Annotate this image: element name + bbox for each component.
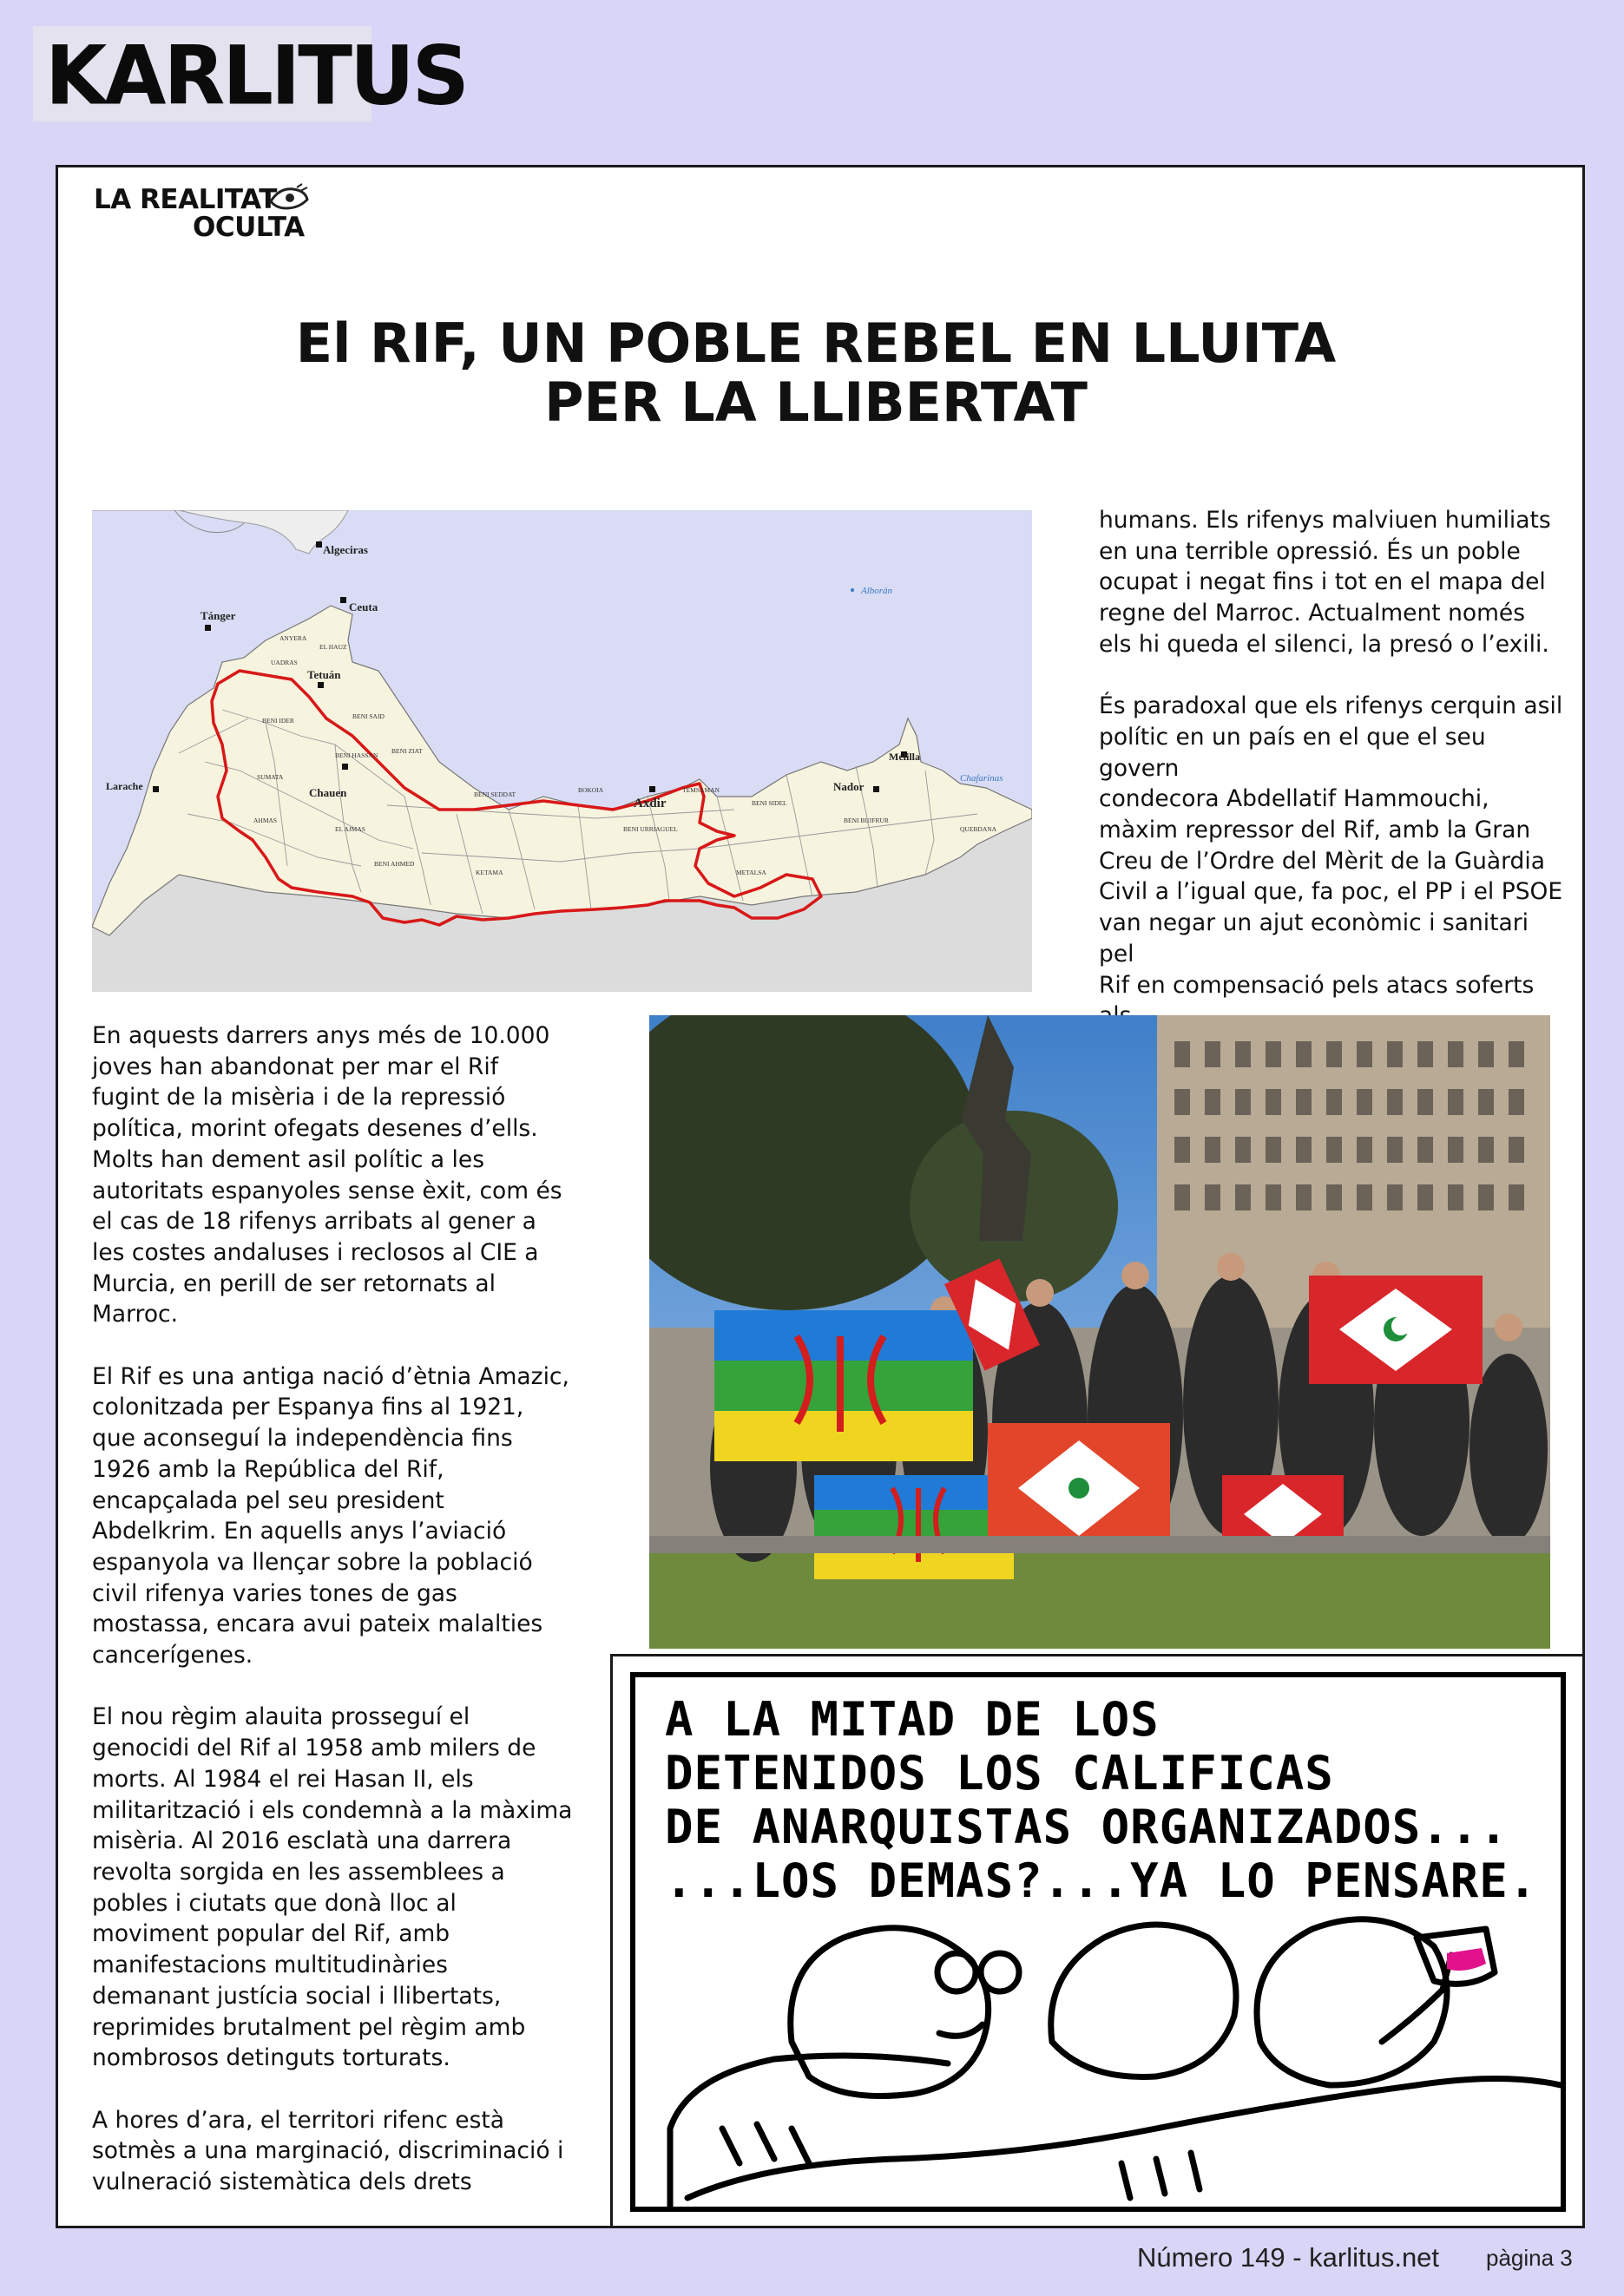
masthead-title: KARLITUS	[45, 28, 467, 124]
comic-panel	[630, 1672, 1566, 2212]
map-label-tanger: Tánger	[201, 609, 236, 622]
section-logo-line2: OCULTA	[193, 212, 305, 243]
section-logo-line1: LA REALITAT	[94, 184, 277, 215]
footer-issue: Número 149 - karlitus.net	[1137, 2242, 1440, 2273]
article-headline	[174, 314, 1458, 432]
article-text-right: humans. Els rifenys malviuen humiliats en una terrible opressió. És un poble ocupat i negat fins i tot en el mapa del regne del Marroc. Actualment només els hi queda el silenci, la presó o l’exili. És paradoxal que els rifenys cerquin asil polític en un país en el que el seu govern condecora Abdellatif Hammouchi, màxim repressor del Rif, amb la Gran Creu de l’Ordre del Mèrit de la Guàrdia Civil a l’igual que, fa poc, el PP i el PSOE van negar un ajut econòmic i sanitari pel Rif en compensació pels atacs soferts	[1099, 507, 1563, 999]
tribe-bokoia: BOKOIA	[578, 786, 604, 794]
tribe-beni-bu-ifrur: BENI BUIFRUR	[844, 817, 889, 824]
tribe-sumata: SUMATA	[257, 773, 284, 781]
comic-strip	[610, 1654, 1585, 2228]
tribe-metalsa: METALSA	[736, 869, 766, 876]
comic-drawing	[635, 1677, 1561, 2207]
protest-photo	[649, 1015, 1550, 1649]
tribe-beni-ahmed: BENI AHMED	[374, 860, 415, 868]
tribe-beni-hassan: BENI HASSAN	[335, 751, 378, 759]
map-label-tetuan: Tetuán	[307, 668, 341, 681]
tribe-ketama: KETAMA	[476, 869, 503, 876]
tribe-el-ajmas: EL AJMAS	[335, 825, 365, 833]
rif-map	[92, 510, 1032, 992]
headline-line2: PER LA LLIBERTAT	[544, 371, 1088, 434]
tribe-anyera: ANYERA	[279, 634, 307, 642]
tribe-beni-ziat: BENI ZIAT	[391, 747, 423, 755]
headline-line1: El RIF, UN POBLE REBEL EN LLUITA	[295, 312, 1337, 375]
tribe-beni-said: BENI SAID	[352, 712, 385, 720]
tribe-quebdana: QUEBDANA	[960, 825, 997, 833]
map-label-larache: Larache	[106, 780, 143, 792]
article-text-left: En aquests darrers anys més de 10.000 joves han abandonat per mar el Rif fugint de la misèria i de la repressió política, morint ofegats desenes d’ells. Molts han dement asil polític a les autoritats espanyoles sense èxit, com és el cas de 18 rifenys arribats al gener a les costes andaluses i reclosos al CIE a Murcia, en perill de ser retornats al Marroc. El Rif es una antiga nació d’ètnia Amazic, colonitzada per Espanya fins al 1921, que aconseguí la independència fins 1926 amb la República del Rif, encapçalada pel seu president Abdelkrim. En aquells anys l’aviació espanyola va llençar sobre la població civil rifenya varies tones de gas mostassa, encara avui pateix malalties cancerígenes. El nou règim alauita prosseguí el genocidi del Rif al 1958 amb milers de morts. Al 1984 el rei Hasan II, els militarització i els condemnà a la màxima misèria. Al 2016 esclatà una darrera revolta sorgida en les assemblees a pobles i ciutats que donà lloc al moviment popular del Rif, amb manifestacions multitudinàries demanant justícia social i llibertats, reprimides brutalment pel règim amb nombrosos detinguts torturats. A hores d’ara, el territori rifenc està sotmès a una marginació, discriminació i vulneració sistemàtica dels drets	[92, 1022, 573, 2196]
eye-logo-icon	[267, 182, 311, 217]
tribe-temsaman: TEMSAMAN	[682, 786, 720, 794]
protest-photo-svg	[649, 1015, 1550, 1649]
masthead	[33, 26, 467, 124]
tribe-hauz: EL HAUZ	[319, 643, 347, 651]
map-label-melilla: Melilla	[889, 751, 920, 763]
map-label-chauen: Chauen	[309, 786, 347, 799]
map-label-ceuta: Ceuta	[349, 600, 378, 613]
rif-map-svg	[92, 510, 1032, 992]
map-label-chafarinas: Chafarinas	[960, 773, 1003, 784]
comic-caption: A LA MITAD DE LOS DETENIDOS LOS CALIFICAS DE ANARQUISTAS ORGANIZADOS... ...LOS DEMAS?...YA LO PENSARE.	[665, 1692, 1538, 1908]
map-label-nador: Nador	[833, 780, 865, 793]
tribe-ahmas: AHMAS	[253, 817, 278, 824]
tribe-beni-urriaguel: BENI URRIAGUEL	[623, 825, 678, 833]
tribe-beni-seddat: BENI SEDDAT	[474, 790, 516, 798]
footer-page-number: pàgina 3	[1486, 2245, 1573, 2271]
section-logo	[94, 182, 319, 243]
tribe-beni-ider: BENI IDER	[262, 717, 294, 725]
map-label-algeciras: Algeciras	[323, 543, 368, 556]
map-label-alboran: Alborán	[861, 586, 893, 596]
map-label-axdir: Axdir	[634, 797, 667, 810]
tribe-beni-sidel: BENI SIDEL	[752, 799, 787, 807]
tribe-uadras: UADRAS	[271, 659, 298, 666]
